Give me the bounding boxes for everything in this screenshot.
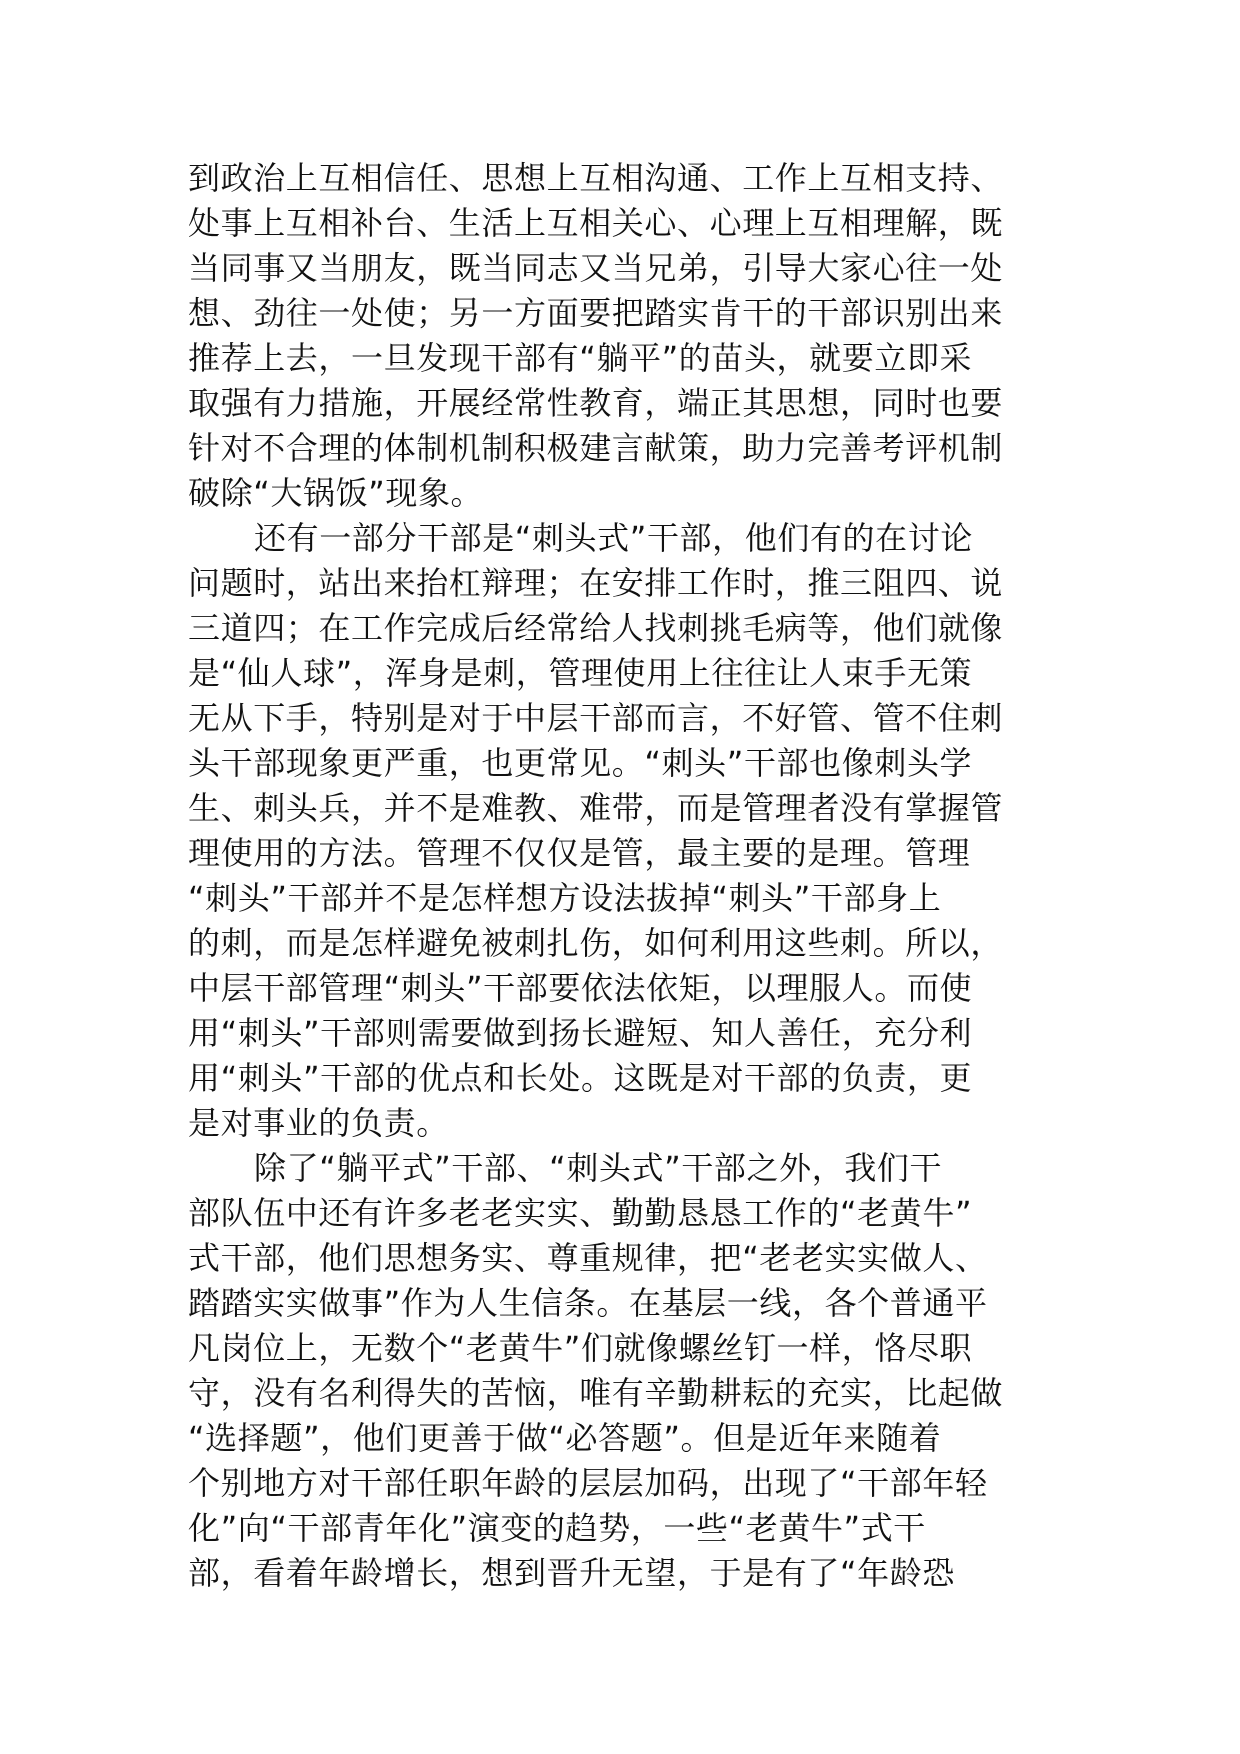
text-line: 用“刺头”干部的优点和长处。这既是对干部的负责，更 — [188, 1059, 973, 1097]
text-line: 还有一部分干部是“刺头式”干部，他们有的在讨论 — [254, 519, 973, 557]
text-line: 破除“大锅饭”现象。 — [188, 474, 484, 512]
text-line: 部，看着年龄增长，想到晋升无望，于是有了“年龄恐 — [188, 1554, 955, 1592]
text-line: 是“仙人球”，浑身是刺，管理使用上往往让人束手无策 — [188, 654, 973, 692]
text-line: 部队伍中还有许多老老实实、勤勤恳恳工作的“老黄牛” — [188, 1194, 973, 1232]
text-line: “选择题”，他们更善于做“必答题”。但是近年来随着 — [188, 1419, 942, 1457]
text-line: 踏踏实实做事”作为人生信条。在基层一线，各个普通平 — [188, 1284, 988, 1322]
text-line: 取强有力措施，开展经常性教育，端正其思想，同时也要 — [188, 384, 1004, 422]
text-line: 的刺，而是怎样避免被刺扎伤，如何利用这些刺。所以， — [188, 924, 1004, 962]
text-line: 凡岗位上，无数个“老黄牛”们就像螺丝钉一样，恪尽职 — [188, 1329, 973, 1367]
text-line: 想、劲往一处使；另一方面要把踏实肯干的干部识别出来 — [188, 294, 1004, 332]
text-line: 是对事业的负责。 — [188, 1104, 449, 1142]
text-line: 头干部现象更严重，也更常见。“刺头”干部也像刺头学 — [188, 744, 973, 782]
text-line: 无从下手，特别是对于中层干部而言，不好管、管不住刺 — [188, 699, 1004, 737]
text-line: 式干部，他们思想务实、尊重规律，把“老老实实做人、 — [188, 1239, 988, 1277]
text-line: 到政治上互相信任、思想上互相沟通、工作上互相支持、 — [188, 159, 1004, 197]
text-line: 生、刺头兵，并不是难教、难带，而是管理者没有掌握管 — [188, 789, 1004, 827]
text-line: 三道四；在工作完成后经常给人找刺挑毛病等，他们就像 — [188, 609, 1004, 647]
text-line: 处事上互相补台、生活上互相关心、心理上互相理解，既 — [188, 204, 1004, 242]
text-line: 用“刺头”干部则需要做到扬长避短、知人善任，充分利 — [188, 1014, 973, 1052]
text-line: 问题时，站出来抬杠辩理；在安排工作时，推三阻四、说 — [188, 564, 1004, 602]
text-line: 中层干部管理“刺头”干部要依法依矩，以理服人。而使 — [188, 969, 973, 1007]
paragraph — [188, 1146, 1052, 1596]
text-line: 推荐上去，一旦发现干部有“躺平”的苗头，就要立即采 — [188, 339, 973, 377]
text-line: 除了“躺平式”干部、“刺头式”干部之外，我们干 — [254, 1149, 943, 1187]
text-line: 当同事又当朋友，既当同志又当兄弟，引导大家心往一处 — [188, 249, 1004, 287]
text-line: “刺头”干部并不是怎样想方设法拔掉“刺头”干部身上 — [188, 879, 942, 917]
document-body — [188, 156, 1052, 1596]
text-line: 化”向“干部青年化”演变的趋势，一些“老黄牛”式干 — [188, 1509, 926, 1547]
paragraph — [188, 156, 1052, 516]
text-line: 针对不合理的体制机制积极建言献策，助力完善考评机制 — [188, 429, 1004, 467]
text-line: 个别地方对干部任职年龄的层层加码，出现了“干部年轻 — [188, 1464, 988, 1502]
text-line: 理使用的方法。管理不仅仅是管，最主要的是理。管理 — [188, 834, 971, 872]
paragraph — [188, 516, 1052, 1146]
text-line: 守，没有名利得失的苦恼，唯有辛勤耕耘的充实，比起做 — [188, 1374, 1004, 1412]
